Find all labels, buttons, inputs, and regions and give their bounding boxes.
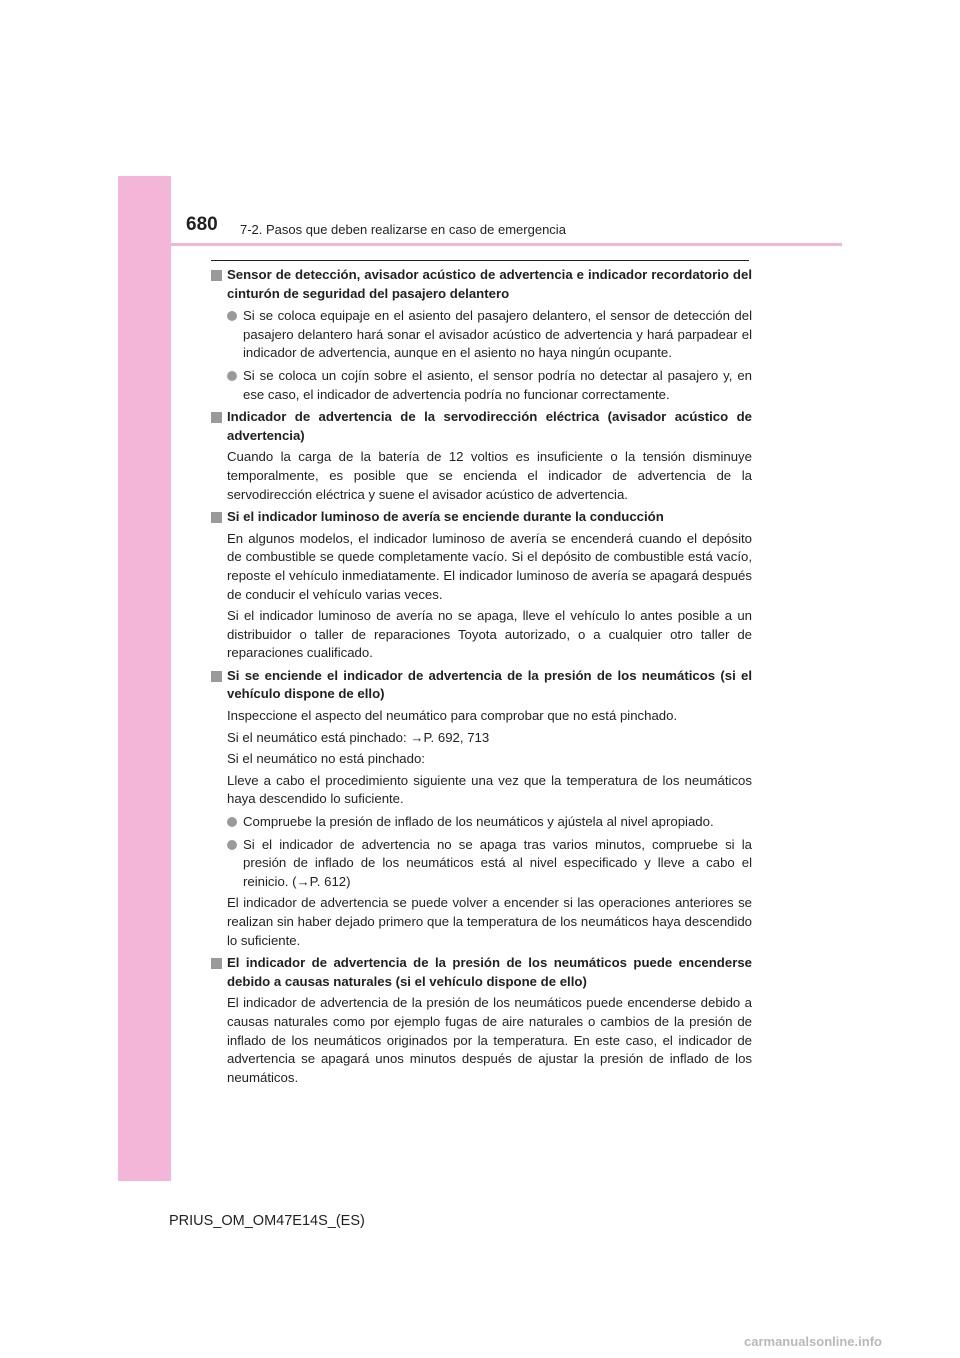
section-heading-text: Si se enciende el indicador de advertencia de la presión de los neumáticos (si el vehículo dispone de ello) — [227, 667, 752, 702]
section-malfunction-indicator — [211, 508, 752, 663]
list-item — [227, 307, 752, 363]
side-color-band — [118, 176, 171, 1181]
square-bullet-icon — [211, 412, 222, 423]
section-tire-pressure-natural-causes — [211, 954, 752, 1087]
section-heading — [211, 408, 752, 445]
section-heading-text: El indicador de advertencia de la presión de los neumáticos puede encenderse debido a causas naturales (si el vehículo dispone de ello) — [227, 955, 752, 989]
square-bullet-icon — [211, 958, 222, 969]
document-code: PRIUS_OM_OM47E14S_(ES) — [169, 1213, 365, 1229]
paragraph: Si el neumático no está pinchado: — [227, 751, 425, 767]
paragraph: Lleve a cabo el procedimiento siguiente una vez que la temperatura de los neumáticos haya descendido lo suficiente. — [227, 772, 752, 807]
list-item — [227, 367, 752, 404]
square-bullet-icon — [211, 671, 222, 682]
section-heading — [211, 508, 752, 527]
circle-bullet-icon — [227, 840, 237, 850]
paragraph-page-reference: Si el neumático está pinchado: →P. 692, 713 — [227, 729, 490, 745]
list-item-text: Si se coloca equipaje en el asiento del pasajero delantero, el sensor de detección del pasajero delantero hará sonar el avisador acústico de advertencia y hará parpadear el indicador de advertencia, aunque en el asiento no haya ningún ocupante. — [243, 308, 752, 361]
paragraph: El indicador de advertencia se puede volver a encender si las operaciones anteriores se realizan sin haber dejado primero que la temperatura de los neumáticos haya descendido lo suficiente. — [227, 895, 752, 948]
section-heading-text: Sensor de detección, avisador acústico de advertencia e indicador recordatorio del cinturón de seguridad del pasajero delantero — [227, 267, 752, 301]
circle-bullet-icon — [227, 371, 237, 381]
section-power-steering — [211, 408, 752, 504]
page-number: 680 — [186, 214, 218, 235]
paragraph: Inspeccione el aspecto del neumático para comprobar que no está pinchado. — [227, 708, 678, 724]
square-bullet-icon — [211, 270, 222, 281]
header-divider — [171, 243, 842, 246]
content-body — [211, 266, 752, 1091]
section-heading — [211, 667, 752, 704]
list-item-text: Compruebe la presión de inflado de los neumáticos y ajústela al nivel apropiado. — [243, 814, 714, 830]
section-title: 7-2. Pasos que deben realizarse en caso de emergencia — [240, 222, 566, 237]
section-heading — [211, 954, 752, 991]
content-divider — [211, 260, 749, 261]
section-heading-text: Indicador de advertencia de la servodirección eléctrica (avisador acústico de advertencia) — [227, 409, 752, 443]
section-heading — [211, 266, 752, 303]
square-bullet-icon — [211, 512, 222, 523]
list-item-text: Si se coloca un cojín sobre el asiento, el sensor podría no detectar al pasajero y, en ese caso, el indicador de advertencia podría no funcionar correctamente. — [243, 367, 752, 402]
paragraph: Cuando la carga de la batería de 12 voltios es insuficiente o la tensión disminuye temporalmente, es posible que se encienda el indicador de advertencia de la servodirección eléctrica y suene el avisador acústico de advertencia. — [227, 449, 752, 502]
section-tire-pressure-warning — [211, 667, 752, 950]
circle-bullet-icon — [227, 817, 237, 827]
paragraph: Si el indicador luminoso de avería no se apaga, lleve el vehículo lo antes posible a un distribuidor o taller de reparaciones Toyota autorizado, o a cualquier otro taller de reparaciones cualificado. — [227, 608, 752, 661]
paragraph: En algunos modelos, el indicador luminoso de avería se encenderá cuando el depósito de combustible se quede completamente vacío. Si el depósito de combustible está vacío, reposte el vehículo inmediatamente. El indicador luminoso de avería se apagará después de conducir el vehículo varias veces. — [227, 530, 752, 602]
paragraph: El indicador de advertencia de la presión de los neumáticos puede encenderse debido a causas naturales como por ejemplo fugas de aire naturales o cambios de la presión de inflado de los neumáticos originados por la temperatura. En este caso, el indicador de advertencia se apagará unos minutos después de ajustar la presión de inflado de los neumáticos. — [227, 995, 752, 1085]
list-item-text: Si el indicador de advertencia no se apaga tras varios minutos, compruebe si la presión de inflado de los neumáticos está al nivel especificado y lleve a cabo el reinicio. (→P. 612) — [243, 836, 752, 889]
circle-bullet-icon — [227, 311, 237, 321]
list-item — [227, 836, 752, 892]
list-item — [227, 813, 752, 832]
section-heading-text: Si el indicador luminoso de avería se enciende durante la conducción — [227, 509, 664, 525]
watermark: carmanualsonline.info — [744, 1334, 882, 1349]
section-seatbelt-sensor — [211, 266, 752, 404]
